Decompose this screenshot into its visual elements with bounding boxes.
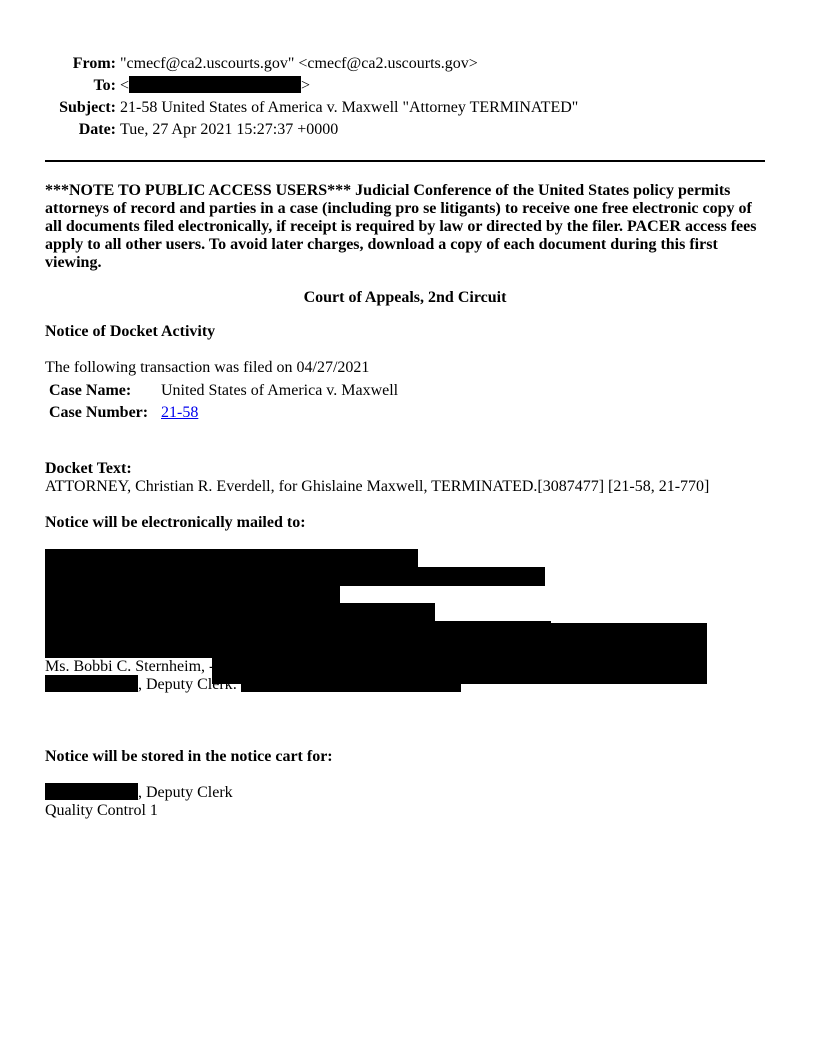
case-info-table (45, 380, 402, 424)
date-value: Tue, 27 Apr 2021 15:27:37 +0000 (120, 121, 339, 138)
docket-activity-heading: Notice of Docket Activity (45, 323, 216, 340)
date-label: Date: (78, 121, 116, 138)
redaction-block (45, 783, 138, 800)
date-row (45, 119, 765, 141)
docket-text: ATTORNEY, Christian R. Everdell, for Ghislaine Maxwell, TERMINATED.[3087477] [21-58, 21-770] (45, 478, 710, 495)
redaction-block (45, 549, 418, 568)
redaction-block (45, 639, 215, 658)
cart-deputy-line (45, 783, 233, 803)
to-label: To: (93, 77, 116, 94)
subject-value: 21-58 United States of America v. Maxwell "Attorney TERMINATED" (120, 99, 579, 116)
from-row (45, 53, 765, 75)
case-number-row (45, 402, 402, 424)
redaction-block (45, 585, 340, 604)
court-title: Court of Appeals, 2nd Circuit (303, 289, 507, 306)
to-open-bracket: < (120, 77, 130, 94)
mailed-heading: Notice will be electronically mailed to: (45, 514, 306, 531)
case-name-value: United States of America v. Maxwell (161, 382, 399, 399)
redaction-block (45, 675, 138, 692)
to-value (120, 75, 310, 97)
mailed-deputy-label: , Deputy Clerk: (138, 676, 242, 693)
redaction-block (241, 675, 461, 692)
case-number-link[interactable]: 21-58 (161, 404, 199, 421)
mailed-sternheim: Ms. Bobbi C. Sternheim, - (45, 658, 215, 675)
subject-label: Subject: (59, 99, 116, 116)
transaction-line: The following transaction was filed on 04/27/2021 (45, 359, 370, 376)
case-name-label: Case Name: (49, 382, 132, 399)
cart-heading: Notice will be stored in the notice cart for: (45, 748, 333, 765)
redaction-block (45, 567, 545, 586)
redaction-block (45, 603, 435, 622)
from-value: "cmecf@ca2.uscourts.gov" <cmecf@ca2.uscourts.gov> (120, 55, 478, 72)
redaction-block (129, 76, 301, 93)
case-name-row (45, 380, 402, 402)
to-row (45, 75, 765, 97)
to-close-bracket: > (301, 77, 311, 94)
header-divider (45, 160, 765, 162)
cart-deputy-label: , Deputy Clerk (138, 784, 233, 801)
docket-text-heading: Docket Text: (45, 460, 132, 477)
email-header (45, 53, 765, 141)
cart-quality-control: Quality Control 1 (45, 802, 158, 819)
subject-row (45, 97, 765, 119)
case-number-label: Case Number: (49, 404, 149, 421)
from-label: From: (72, 55, 116, 72)
mailed-deputy-line (45, 675, 461, 695)
public-access-notice: ***NOTE TO PUBLIC ACCESS USERS*** Judicial Conference of the United States policy permits attorneys of record and parties in a case (including pro se litigants) to receive one free electronic copy of all documents filed electronically, if receipt is required by law or directed by the filer. PACER access fees apply to all other users. To avoid later charges, download a copy of each document during this first viewing. (45, 182, 757, 271)
